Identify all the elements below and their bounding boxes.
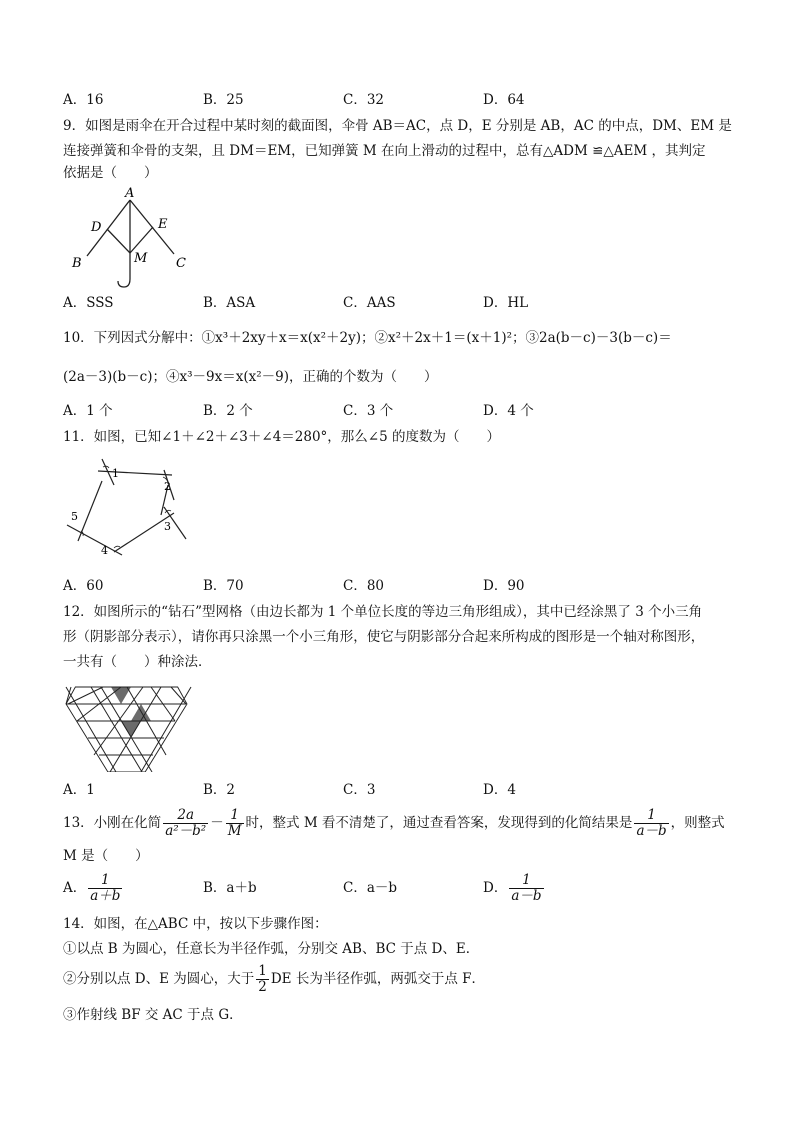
q12-stem-line2: 形（阴影部分表示），请你再只涂黑一个小三角形，使它与阴影部分合起来所构成的图形是一个轴对称图形， <box>63 629 705 645</box>
q10-option-c[interactable]: C．3 个 <box>343 403 394 419</box>
q13-option-d-fraction <box>509 873 543 904</box>
q14-step-2-prefix: ②分别以点 D、E 为圆心，大于 <box>63 971 255 987</box>
q12-option-d[interactable]: D．4 <box>483 782 516 798</box>
q9-stem-line3: 依据是（ ） <box>63 165 158 181</box>
q13-fraction-2 <box>226 808 244 839</box>
q9-option-a[interactable]: A．SSS <box>63 295 114 311</box>
q9-stem-line1: 9．如图是雨伞在开合过程中某时刻的截面图，伞骨 AB＝AC，点 D，E 分别是 AB，AC 的中点，DM、EM 是 <box>63 118 732 134</box>
q14-step-2-fraction <box>256 964 269 995</box>
q13-option-d[interactable] <box>483 870 546 906</box>
q11-pentagon-figure <box>62 455 192 565</box>
q9-options <box>63 293 753 313</box>
q9-option-b[interactable]: B．ASA <box>203 295 256 311</box>
q9-label-b: B <box>72 256 82 271</box>
q9-stem-line2: 连接弹簧和伞骨的支架，且 DM＝EM，已知弹簧 M 在向上滑动的过程中，总有△ADM ≌△AEM ，其判定 <box>63 143 706 159</box>
q9-label-m: M <box>134 251 148 266</box>
q11-option-c[interactable]: C．80 <box>343 578 385 594</box>
q10-options <box>63 401 753 421</box>
q13-option-d-denominator: a－b <box>511 888 542 904</box>
q13-option-d-label: D． <box>483 880 508 896</box>
q12-option-b[interactable]: B．2 <box>203 782 236 798</box>
q12-shaded-triangle-bottom <box>121 721 141 738</box>
q13-fraction-3-denominator: a－b <box>636 823 667 839</box>
q13-stem-line2: M 是（ ） <box>63 848 149 864</box>
q13-options <box>63 870 753 906</box>
q11-label-3: 3 <box>164 520 171 533</box>
q11-option-a[interactable]: A．60 <box>63 578 104 594</box>
q13-suffix: ，则整式 <box>670 815 725 831</box>
q14-stem-line1: 14．如图，在△ABC 中，按以下步骤作图： <box>63 916 328 932</box>
q14-step-3: ③作射线 BF 交 AC 于点 G． <box>63 1007 243 1023</box>
q12-diamond-grid-figure <box>62 682 192 772</box>
q12-shaded-triangle-middle <box>131 704 151 721</box>
q14-step-2-suffix: DE 长为半径作弧，两弧交于点 F． <box>270 971 485 987</box>
q13-option-c[interactable]: C．a－b <box>343 880 398 896</box>
q9-label-d: D <box>91 220 102 235</box>
q13-fraction-3 <box>634 808 668 839</box>
q9-option-c[interactable]: C．AAS <box>343 295 396 311</box>
q11-option-b[interactable]: B．70 <box>203 578 244 594</box>
q13-option-a-numerator: 1 <box>88 873 122 889</box>
q8-option-a[interactable]: A．16 <box>63 92 104 108</box>
q13-fraction-1-denominator: a²－b² <box>165 823 207 839</box>
q9-umbrella-figure <box>62 183 202 288</box>
q8-option-d[interactable]: D．64 <box>483 92 525 108</box>
q11-label-2: 2 <box>164 480 171 493</box>
q13-option-b[interactable]: B．a＋b <box>203 880 257 896</box>
q10-stem-line1: 10．下列因式分解中：①x³＋2xy＋x＝x(x²＋2y)；②x²＋2x＋1＝(x＋1)²；③2a(b－c)－3(b－c)＝ <box>63 330 672 346</box>
q10-stem-line2: (2a－3)(b－c)；④x³－9x＝x(x²－9)，正确的个数为（ ） <box>63 369 438 385</box>
q12-stem-line3: 一共有（ ）种涂法． <box>63 654 212 670</box>
q8-option-c[interactable]: C．32 <box>343 92 385 108</box>
q13-middle: 时，整式 M 看不清楚了，通过查看答案，发现得到的化简结果是 <box>245 815 633 831</box>
q11-options <box>63 576 753 596</box>
q12-options <box>63 780 753 800</box>
q14-step-2-denominator: 2 <box>258 979 267 995</box>
q13-option-a[interactable] <box>63 870 124 906</box>
q13-prefix: 13．小刚在化简 <box>63 815 162 831</box>
q13-fraction-1 <box>163 808 208 839</box>
q11-option-d[interactable]: D．90 <box>483 578 525 594</box>
q11-label-1: 1 <box>112 467 119 480</box>
q12-stem-line1: 12．如图所示的“钻石”型网格（由边长都为 1 个单位长度的等边三角形组成），其中已经涂黑了 3 个小三角 <box>63 604 703 620</box>
q9-label-c: C <box>176 256 186 271</box>
q9-option-d[interactable]: D．HL <box>483 295 529 311</box>
q11-label-5: 5 <box>71 510 78 523</box>
q12-option-a[interactable]: A．1 <box>63 782 95 798</box>
q13-minus: － <box>210 815 224 831</box>
q10-option-b[interactable]: B．2 个 <box>203 403 253 419</box>
q11-label-4: 4 <box>101 544 108 557</box>
q13-stem-line1 <box>63 806 725 840</box>
q13-option-a-label: A． <box>63 880 87 896</box>
q10-option-a[interactable]: A．1 个 <box>63 403 113 419</box>
q13-fraction-1-numerator: 2a <box>163 808 208 824</box>
q14-step-1: ①以点 B 为圆心，任意长为半径作弧，分别交 AB、BC 于点 D、E． <box>63 941 480 957</box>
q8-options <box>63 90 753 110</box>
q8-option-b[interactable]: B．25 <box>203 92 244 108</box>
q9-label-a: A <box>125 186 135 201</box>
q13-option-a-fraction <box>88 873 122 904</box>
q12-option-c[interactable]: C．3 <box>343 782 376 798</box>
q11-stem-line1: 11．如图，已知∠1＋∠2＋∠3＋∠4＝280°，那么∠5 的度数为（ ） <box>63 429 500 445</box>
q13-option-a-denominator: a＋b <box>90 888 121 904</box>
q10-option-d[interactable]: D．4 个 <box>483 403 534 419</box>
q13-fraction-3-numerator: 1 <box>634 808 668 824</box>
q14-step-2 <box>63 962 485 996</box>
q13-fraction-2-numerator: 1 <box>226 808 244 824</box>
q13-fraction-2-denominator: M <box>227 823 242 839</box>
q9-label-e: E <box>158 217 168 232</box>
q13-option-d-numerator: 1 <box>509 873 543 889</box>
q14-step-2-numerator: 1 <box>258 963 267 979</box>
